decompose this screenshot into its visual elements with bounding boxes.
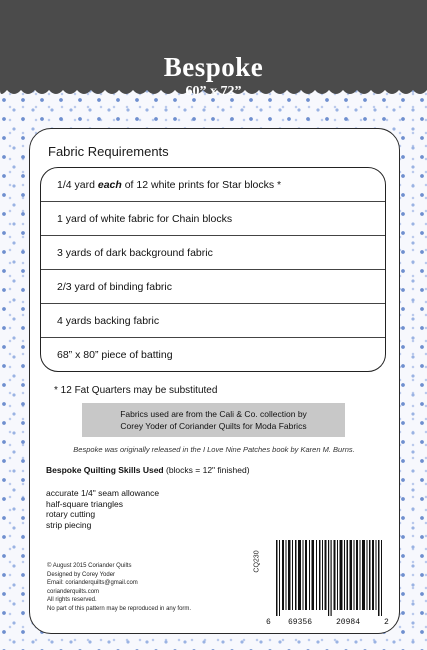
barcode-icon xyxy=(274,540,384,616)
quilt-size: 60” x 72” xyxy=(185,84,242,99)
copyright-line: All rights reserved. xyxy=(47,597,97,604)
copyright-line: Designed by Corey Yoder xyxy=(47,571,116,578)
original-release-note: Bespoke was originally released in the I Love Nine Patches book by Karen M. Burns. xyxy=(73,445,355,454)
fat-quarters-note: * 12 Fat Quarters may be substituted xyxy=(54,385,218,396)
barcode-digits-right: 20984 xyxy=(336,618,361,627)
barcode-digit-first: 6 xyxy=(266,618,271,627)
skill-item: strip piecing xyxy=(46,519,92,530)
fabrics-used-line: Fabrics used are from the Cali & Co. collection by xyxy=(120,409,307,419)
copyright-line: corianderquilts.com xyxy=(47,588,100,595)
fabrics-used-line: Corey Yoder of Coriander Quilts for Moda Fabrics xyxy=(120,421,307,431)
page-title: Bespoke xyxy=(163,52,264,82)
requirement-row: 1/4 yard each of 12 white prints for Star blocks * xyxy=(41,168,385,202)
copyright-block xyxy=(47,562,191,614)
pattern-code: CQ230 xyxy=(253,550,261,573)
skill-item: half-square triangles xyxy=(46,498,124,509)
barcode-digit-last: 2 xyxy=(384,618,389,627)
requirement-row: 1 yard of white fabric for Chain blocks xyxy=(41,202,385,236)
copyright-line: No part of this pattern may be reproduced in any form. xyxy=(47,605,192,612)
skill-item: rotary cutting xyxy=(46,509,96,519)
fabric-requirements-heading: Fabric Requirements xyxy=(48,144,169,159)
barcode-block xyxy=(253,540,392,630)
skills-heading: Bespoke Quilting Skills Used (blocks = 12" finished) xyxy=(46,465,250,475)
requirement-row: 68” x 80” piece of batting xyxy=(57,349,173,361)
copyright-line: Email: corianderquilts@gmail.com xyxy=(47,580,138,587)
skills-list xyxy=(46,488,159,530)
requirement-row: 4 yards backing fabric xyxy=(41,304,385,338)
copyright-line: © August 2015 Coriander Quilts xyxy=(47,563,132,569)
emphasis-each: each xyxy=(97,179,122,191)
skill-item: accurate 1/4" seam allowance xyxy=(46,488,160,498)
barcode-digits-left: 69356 xyxy=(288,618,313,627)
requirement-row: 2/3 yard of binding fabric xyxy=(41,270,385,304)
fabrics-used-box xyxy=(82,403,345,437)
requirement-row: 3 yards of dark background fabric xyxy=(41,236,385,270)
fabric-requirements-table xyxy=(40,167,386,372)
